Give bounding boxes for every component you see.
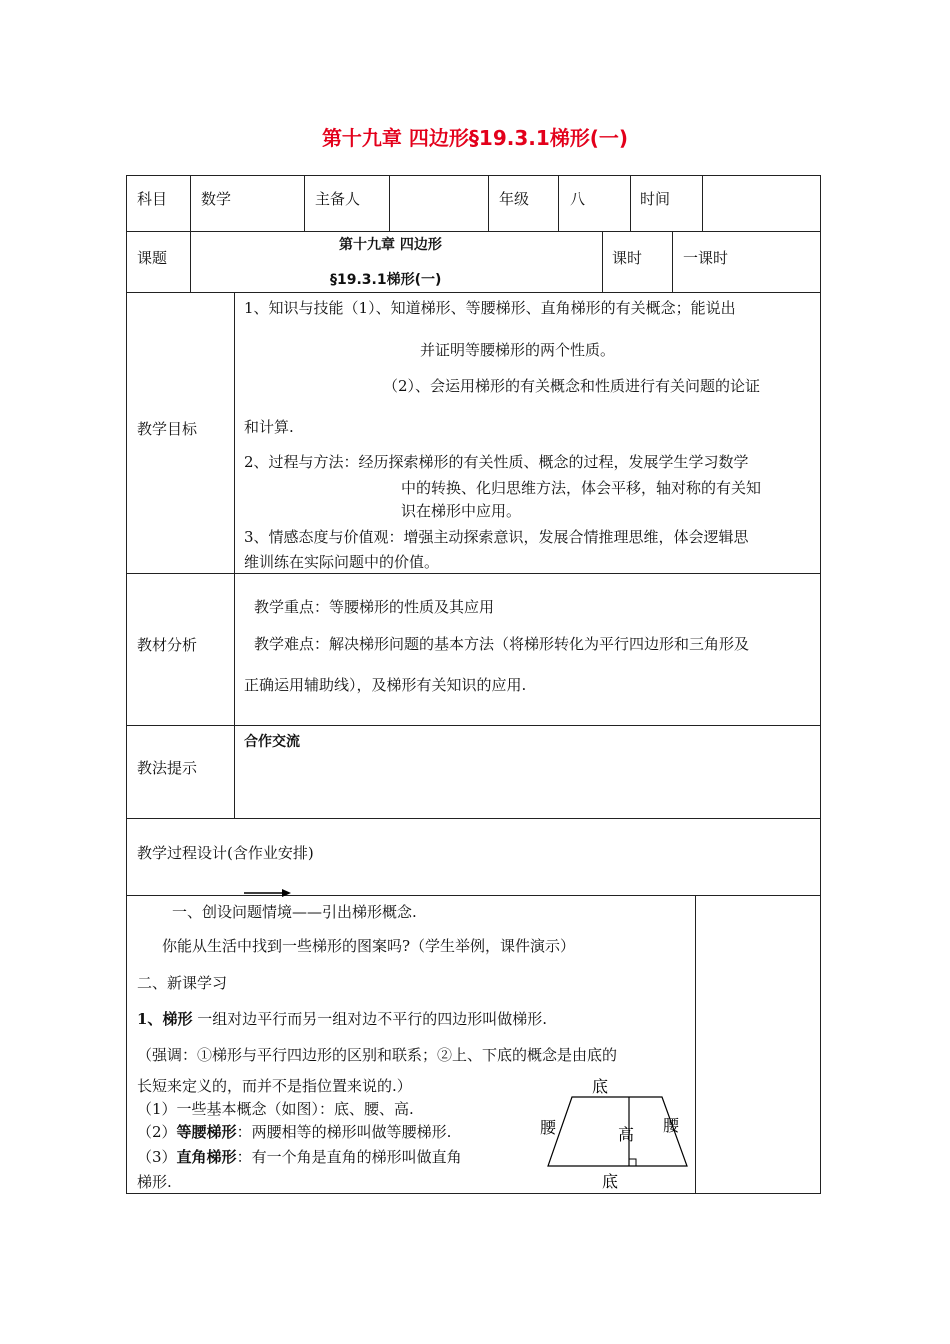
- table-border: [126, 818, 821, 819]
- process-label: 教学过程设计(含作业安排): [137, 844, 314, 862]
- objective-line: 并证明等腰梯形的两个性质。: [420, 341, 616, 359]
- method-value: 合作交流: [244, 734, 300, 750]
- content-line: 你能从生活中找到一些梯形的图案吗?（学生举例，课件演示）: [162, 937, 576, 955]
- content-line: 长短来定义的，而并不是指位置来说的.）: [137, 1077, 412, 1095]
- content-line: [137, 1008, 547, 1029]
- table-border: [126, 175, 821, 176]
- table-border: [389, 175, 390, 232]
- table-border: [488, 175, 489, 232]
- table-border: [190, 231, 191, 293]
- table-border: [304, 175, 305, 232]
- hours-label: 课时: [612, 249, 643, 267]
- time-label: 时间: [640, 190, 671, 208]
- content-line: [137, 1121, 451, 1142]
- left-leg-label: 腰: [540, 1118, 557, 1137]
- table-border: [602, 231, 603, 293]
- objective-line: 3、情感态度与价值观：增强主动探索意识，发展合情推理思维，体会逻辑思: [244, 528, 749, 546]
- objective-line: （2）、会运用梯形的有关概念和性质进行有关问题的论证: [383, 377, 761, 395]
- hours-value: 一课时: [683, 249, 729, 267]
- objective-line: 中的转换、化归思维方法，体会平移，轴对称的有关知: [401, 479, 762, 497]
- arrow-icon: [244, 886, 292, 900]
- height-label: 高: [618, 1125, 635, 1144]
- topic-line-2: §19.3.1梯形(一): [330, 272, 442, 288]
- content-line: （1）一些基本概念（如图）：底、腰、高.: [137, 1100, 414, 1118]
- definition-term: 梯形: [162, 1010, 193, 1028]
- subject-label: 科目: [137, 190, 168, 208]
- objective-line: 2、过程与方法：经历探索梯形的有关性质、概念的过程，发展学生学习数学: [244, 453, 749, 471]
- table-border: [702, 175, 703, 232]
- item-number: （3）: [137, 1148, 177, 1166]
- content-line: 二、新课学习: [137, 974, 228, 992]
- analysis-line: 教学难点：解决梯形问题的基本方法（将梯形转化为平行四边形和三角形及: [254, 635, 750, 653]
- content-line: （强调：①梯形与平行四边形的区别和联系；②上、下底的概念是由底的: [137, 1046, 618, 1064]
- subject-value: 数学: [201, 190, 232, 208]
- table-border: [126, 725, 821, 726]
- definition-text: ：有一个角是直角的梯形叫做直角: [236, 1148, 462, 1166]
- table-border: [190, 175, 191, 232]
- definition-number: 1、: [137, 1010, 163, 1028]
- analysis-line: 正确运用辅助线），及梯形有关知识的应用.: [244, 676, 527, 694]
- table-border: [126, 231, 821, 232]
- topic-label: 课题: [137, 249, 168, 267]
- definition-text: ：两腰相等的梯形叫做等腰梯形.: [236, 1123, 452, 1141]
- right-leg-label: 腰: [663, 1116, 680, 1135]
- table-border: [126, 573, 821, 574]
- analysis-label: 教材分析: [137, 636, 198, 654]
- definition-term: 直角梯形: [176, 1148, 237, 1166]
- method-label: 教法提示: [137, 759, 198, 777]
- definition-term: 等腰梯形: [176, 1123, 237, 1141]
- table-border: [126, 175, 127, 1194]
- table-border: [630, 175, 631, 232]
- top-base-label: 底: [592, 1077, 609, 1096]
- topic-line-1: 第十九章 四边形: [339, 237, 442, 253]
- objective-line: 维训练在实际问题中的价值。: [244, 553, 440, 571]
- objectives-label: 教学目标: [137, 420, 198, 438]
- preparer-label: 主备人: [315, 190, 361, 208]
- right-angle-mark: [629, 1159, 636, 1166]
- table-border: [820, 175, 821, 1194]
- table-border: [234, 292, 235, 819]
- bottom-base-label: 底: [602, 1172, 619, 1191]
- item-number: （2）: [137, 1123, 177, 1141]
- content-line: 梯形.: [137, 1173, 172, 1191]
- table-border: [672, 231, 673, 293]
- analysis-line: 教学重点：等腰梯形的性质及其应用: [254, 598, 495, 616]
- grade-value: 八: [570, 190, 586, 208]
- definition-text: 一组对边平行而另一组对边不平行的四边形叫做梯形.: [192, 1010, 547, 1028]
- grade-label: 年级: [499, 190, 530, 208]
- objective-line: 1、知识与技能（1）、知道梯形、等腰梯形、直角梯形的有关概念；能说出: [244, 299, 736, 317]
- table-border: [126, 1193, 821, 1194]
- page-title: 第十九章 四边形§19.3.1梯形(一): [321, 126, 629, 150]
- content-line: [137, 1146, 462, 1167]
- table-border: [126, 292, 821, 293]
- trapezoid-figure: [520, 1075, 700, 1195]
- table-border: [126, 895, 821, 896]
- objective-line: 和计算.: [244, 418, 294, 436]
- table-border: [558, 175, 559, 232]
- objective-line: 识在梯形中应用。: [401, 502, 522, 520]
- content-line: 一、创设问题情境——引出梯形概念.: [172, 903, 417, 921]
